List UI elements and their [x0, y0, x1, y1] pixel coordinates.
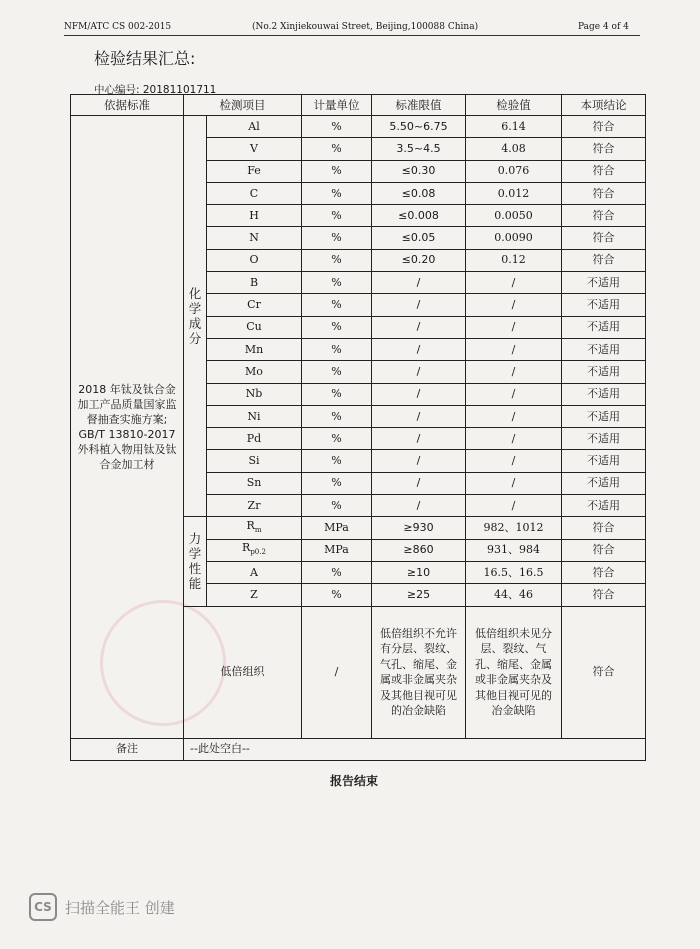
chem-group-char: 学: [188, 301, 202, 317]
conclusion-cell: 符合: [562, 584, 646, 606]
table-row: [71, 116, 646, 138]
unit-cell: %: [302, 227, 372, 249]
conclusion-cell: 符合: [562, 539, 646, 561]
value-cell: 0.12: [466, 249, 562, 271]
mech-group-label: [184, 517, 207, 606]
value-cell: 0.0050: [466, 205, 562, 227]
limit-cell: /: [372, 294, 466, 316]
header-item: 检测项目: [184, 95, 302, 116]
header-divider: [64, 35, 640, 36]
value-cell: /: [466, 495, 562, 517]
unit-cell: %: [302, 272, 372, 294]
conclusion-cell: 不适用: [562, 428, 646, 450]
value-cell: 0.076: [466, 160, 562, 182]
item-symbol: R: [242, 541, 251, 555]
chem-group-char: 化: [188, 286, 202, 302]
conclusion-cell: 符合: [562, 138, 646, 160]
item-cell: Mn: [207, 338, 302, 360]
limit-cell: ≥25: [372, 584, 466, 606]
limit-cell: ≤0.08: [372, 182, 466, 204]
limit-cell: /: [372, 450, 466, 472]
item-cell: B: [207, 272, 302, 294]
item-cell: [207, 561, 302, 583]
item-cell: Cr: [207, 294, 302, 316]
unit-cell: %: [302, 182, 372, 204]
unit-cell: MPa: [302, 517, 372, 539]
value-cell: 4.08: [466, 138, 562, 160]
conclusion-cell: 不适用: [562, 272, 646, 294]
value-cell: /: [466, 383, 562, 405]
mech-group-char: 性: [188, 561, 202, 577]
limit-cell: 3.5~4.5: [372, 138, 466, 160]
conclusion-cell: 不适用: [562, 338, 646, 360]
conclusion-cell: 不适用: [562, 495, 646, 517]
unit-cell: %: [302, 495, 372, 517]
conclusion-cell: 符合: [562, 205, 646, 227]
item-symbol: R: [246, 518, 255, 532]
unit-cell: %: [302, 450, 372, 472]
limit-cell: ≥860: [372, 539, 466, 561]
limit-cell: /: [372, 316, 466, 338]
unit-cell: %: [302, 472, 372, 494]
item-cell: V: [207, 138, 302, 160]
limit-cell: ≥10: [372, 561, 466, 583]
unit-cell: %: [302, 561, 372, 583]
value-cell: /: [466, 361, 562, 383]
item-cell: O: [207, 249, 302, 271]
value-cell: /: [466, 338, 562, 360]
table-header-row: [71, 95, 646, 116]
value-cell: 0.012: [466, 182, 562, 204]
unit-cell: %: [302, 116, 372, 138]
low-conclusion-cell: 符合: [562, 606, 646, 738]
conclusion-cell: 不适用: [562, 383, 646, 405]
conclusion-cell: 符合: [562, 160, 646, 182]
conclusion-cell: 符合: [562, 517, 646, 539]
unit-cell: %: [302, 584, 372, 606]
conclusion-cell: 符合: [562, 227, 646, 249]
item-subscript: p0.2: [250, 548, 266, 557]
item-cell: Fe: [207, 160, 302, 182]
chem-group-label: [184, 116, 207, 517]
limit-cell: ≤0.30: [372, 160, 466, 182]
value-cell: 931、984: [466, 539, 562, 561]
limit-cell: /: [372, 272, 466, 294]
report-end: 报告结束: [330, 774, 379, 788]
item-cell: Cu: [207, 316, 302, 338]
unit-cell: %: [302, 138, 372, 160]
unit-cell: %: [302, 428, 372, 450]
item-subscript: m: [254, 526, 262, 535]
remarks-value: --此处空白--: [184, 738, 646, 760]
limit-cell: /: [372, 495, 466, 517]
table-row-remarks: [71, 738, 646, 760]
item-cell: N: [207, 227, 302, 249]
standard-basis: 2018 年钛及钛合金加工产品质量国家监督抽查实施方案; GB/T 13810-2017 外科植入物用钛及钛合金加工材: [71, 116, 184, 739]
header-col-3: 标准限值: [372, 95, 466, 116]
conclusion-cell: 不适用: [562, 294, 646, 316]
item-cell: H: [207, 205, 302, 227]
page-number: Page 4 of 4: [578, 22, 629, 32]
low-limit-cell: 低倍组织不允许有分层、裂纹、气孔、缩尾、金属或非金属夹杂及其他目视可见的冶金缺陷: [372, 606, 466, 738]
limit-cell: /: [372, 383, 466, 405]
header-col-5: 本项结论: [562, 95, 646, 116]
item-cell: Si: [207, 450, 302, 472]
unit-cell: %: [302, 383, 372, 405]
mech-group-char: 能: [188, 576, 202, 592]
page-header: [0, 18, 700, 36]
chem-group-char: 分: [188, 331, 202, 347]
address: (No.2 Xinjiekouwai Street, Beijing,100088 China): [252, 22, 479, 32]
low-value-cell: 低倍组织未见分层、裂纹、气孔、缩尾、金属或非金属夹杂及其他目视可见的冶金缺陷: [466, 606, 562, 738]
value-cell: /: [466, 472, 562, 494]
value-cell: 982、1012: [466, 517, 562, 539]
unit-cell: %: [302, 361, 372, 383]
center-number: 中心编号: 20181101711: [94, 84, 217, 96]
item-symbol: A: [250, 565, 258, 579]
unit-cell: %: [302, 205, 372, 227]
value-cell: /: [466, 272, 562, 294]
value-cell: /: [466, 405, 562, 427]
limit-cell: /: [372, 428, 466, 450]
item-cell: Al: [207, 116, 302, 138]
header-standard: 依据标准: [71, 95, 184, 116]
limit-cell: ≥930: [372, 517, 466, 539]
limit-cell: 5.50~6.75: [372, 116, 466, 138]
page-title: 检验结果汇总:: [94, 49, 196, 68]
value-cell: 6.14: [466, 116, 562, 138]
limit-cell: /: [372, 338, 466, 360]
unit-cell: MPa: [302, 539, 372, 561]
unit-cell: %: [302, 316, 372, 338]
item-symbol: Z: [250, 587, 258, 601]
unit-cell: %: [302, 405, 372, 427]
item-cell: [207, 539, 302, 561]
scanner-watermark: [29, 893, 175, 921]
value-cell: /: [466, 428, 562, 450]
remarks-label: 备注: [71, 738, 184, 760]
value-cell: /: [466, 450, 562, 472]
conclusion-cell: 不适用: [562, 361, 646, 383]
header-col-4: 检验值: [466, 95, 562, 116]
limit-cell: /: [372, 405, 466, 427]
item-cell: Pd: [207, 428, 302, 450]
item-cell: Ni: [207, 405, 302, 427]
value-cell: 16.5、16.5: [466, 561, 562, 583]
item-cell: Mo: [207, 361, 302, 383]
item-cell: [207, 584, 302, 606]
conclusion-cell: 符合: [562, 561, 646, 583]
limit-cell: /: [372, 361, 466, 383]
results-table: [70, 94, 646, 761]
chem-group-char: 成: [188, 316, 202, 332]
limit-cell: ≤0.008: [372, 205, 466, 227]
mech-group-char: 学: [188, 546, 202, 562]
conclusion-cell: 不适用: [562, 450, 646, 472]
item-cell: Nb: [207, 383, 302, 405]
item-cell: [207, 517, 302, 539]
value-cell: /: [466, 316, 562, 338]
conclusion-cell: 不适用: [562, 316, 646, 338]
conclusion-cell: 符合: [562, 116, 646, 138]
value-cell: /: [466, 294, 562, 316]
conclusion-cell: 符合: [562, 182, 646, 204]
unit-cell: %: [302, 160, 372, 182]
doc-code: NFM/ATC CS 002-2015: [64, 22, 172, 32]
mech-group-char: 力: [188, 531, 202, 547]
item-cell: Sn: [207, 472, 302, 494]
low-unit-cell: /: [302, 606, 372, 738]
unit-cell: %: [302, 249, 372, 271]
item-cell: Zr: [207, 495, 302, 517]
conclusion-cell: 不适用: [562, 472, 646, 494]
cs-logo-icon: CS: [29, 893, 57, 921]
limit-cell: ≤0.05: [372, 227, 466, 249]
value-cell: 44、46: [466, 584, 562, 606]
unit-cell: %: [302, 294, 372, 316]
header-col-2: 计量单位: [302, 95, 372, 116]
conclusion-cell: 不适用: [562, 405, 646, 427]
item-cell: C: [207, 182, 302, 204]
limit-cell: ≤0.20: [372, 249, 466, 271]
unit-cell: %: [302, 338, 372, 360]
limit-cell: /: [372, 472, 466, 494]
conclusion-cell: 符合: [562, 249, 646, 271]
scanner-text: 扫描全能王 创建: [65, 898, 175, 917]
value-cell: 0.0090: [466, 227, 562, 249]
low-item-cell: 低倍组织: [184, 606, 302, 738]
